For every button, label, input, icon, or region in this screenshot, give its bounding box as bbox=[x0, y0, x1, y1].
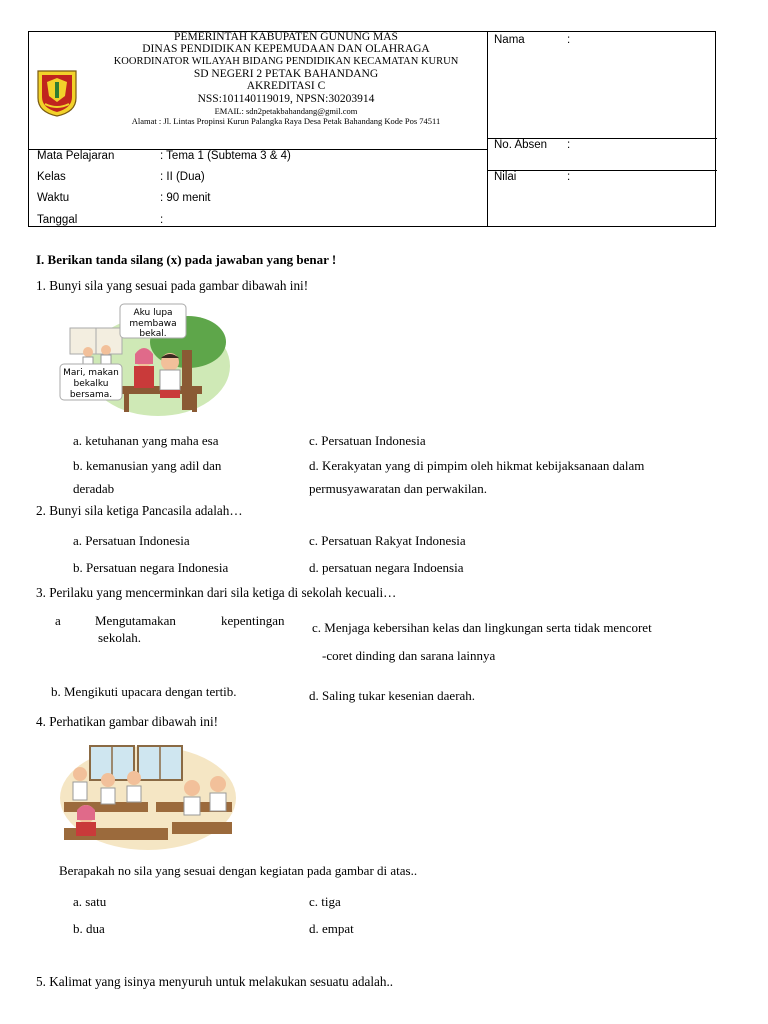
q3-option-c-cont: -coret dinding dan sarana lainnya bbox=[322, 648, 496, 663]
header-line-4: SD NEGERI 2 PETAK BAHANDANG bbox=[193, 68, 379, 80]
meta-value-class: : II (Dua) bbox=[160, 171, 205, 183]
q3-option-a-letter[interactable]: a bbox=[55, 613, 61, 628]
q2-option-d[interactable]: d. persatuan negara Indoensia bbox=[309, 560, 464, 575]
q4-option-b[interactable]: b. dua bbox=[73, 921, 105, 936]
bubble-1-line-3: bekal. bbox=[139, 329, 167, 339]
q1-option-d-cont: permusyawaratan dan perwakilan. bbox=[309, 481, 487, 496]
q2-option-a[interactable]: a. Persatuan Indonesia bbox=[73, 533, 190, 548]
header-line-6: NSS:101140119019, NPSN:30203914 bbox=[197, 93, 375, 105]
header-table bbox=[28, 31, 716, 227]
meta-label-class: Kelas bbox=[37, 171, 66, 183]
q1-option-b-cont: deradab bbox=[73, 481, 115, 496]
question-1: 1. Bunyi sila yang sesuai pada gambar dibawah ini! bbox=[36, 278, 309, 293]
q1-option-c[interactable]: c. Persatuan Indonesia bbox=[309, 433, 426, 448]
question-1-illustration bbox=[58, 302, 232, 420]
q4-option-c[interactable]: c. tiga bbox=[309, 894, 341, 909]
question-4-illustration bbox=[60, 742, 236, 850]
q1-option-b[interactable]: b. kemanusian yang adil dan bbox=[73, 458, 222, 473]
q2-option-b[interactable]: b. Persatuan negara Indonesia bbox=[73, 560, 229, 575]
school-logo-icon bbox=[35, 68, 79, 118]
section-title: I. Berikan tanda silang (x) pada jawaban yang benar ! bbox=[36, 252, 337, 267]
header-line-5: AKREDITASI C bbox=[246, 80, 326, 92]
q4-option-d[interactable]: d. empat bbox=[309, 921, 354, 936]
column-divider bbox=[487, 32, 488, 226]
absen-label: No. Absen bbox=[494, 139, 548, 151]
q3-option-b[interactable]: b. Mengikuti upacara dengan tertib. bbox=[51, 684, 237, 699]
score-label: Nilai bbox=[494, 171, 517, 183]
q4-option-a[interactable]: a. satu bbox=[73, 894, 107, 909]
absen-field[interactable]: : bbox=[567, 139, 571, 151]
q3-option-a-word: kepentingan bbox=[221, 613, 285, 628]
question-4: 4. Perhatikan gambar dibawah ini! bbox=[36, 714, 219, 729]
bubble-1-line-2: membawa bbox=[129, 319, 177, 329]
q3-option-a-cont: sekolah. bbox=[98, 630, 141, 645]
q3-option-a[interactable]: Mengutamakan bbox=[95, 613, 176, 628]
meta-value-date: : bbox=[160, 214, 164, 226]
header-line-3: KOORDINATOR WILAYAH BIDANG PENDIDIKAN KECAMATAN KURUN bbox=[113, 56, 459, 67]
q1-option-a[interactable]: a. ketuhanan yang maha esa bbox=[73, 433, 219, 448]
question-5: 5. Kalimat yang isinya menyuruh untuk melakukan sesuatu adalah.. bbox=[36, 974, 394, 989]
q3-option-c[interactable]: c. Menjaga kebersihan kelas dan lingkungan serta tidak mencoret bbox=[312, 620, 652, 635]
header-address: Alamat : Jl. Lintas Propinsi Kurun Palangka Raya Desa Petak Bahandang Kode Pos 74511 bbox=[131, 116, 441, 126]
header-line-1: PEMERINTAH KABUPATEN GUNUNG MAS bbox=[174, 31, 398, 43]
bubble-2-line-2: bekalku bbox=[73, 379, 109, 389]
question-4-prompt: Berapakah no sila yang sesuai dengan kegiatan pada gambar di atas.. bbox=[59, 863, 418, 878]
bubble-1-line-1: Aku lupa bbox=[133, 308, 173, 318]
bubble-2-line-3: bersama. bbox=[69, 390, 113, 400]
name-label: Nama bbox=[494, 34, 525, 46]
bubble-2-line-1: Mari, makan bbox=[63, 368, 119, 378]
meta-label-time: Waktu bbox=[37, 192, 70, 204]
q2-option-c[interactable]: c. Persatuan Rakyat Indonesia bbox=[309, 533, 466, 548]
q3-option-d[interactable]: d. Saling tukar kesenian daerah. bbox=[309, 688, 476, 703]
header-line-2: DINAS PENDIDIKAN KEPEMUDAAN DAN OLAHRAGA bbox=[142, 43, 430, 55]
name-field[interactable]: : bbox=[567, 34, 571, 46]
score-field[interactable]: : bbox=[567, 171, 571, 183]
meta-label-subject: Mata Pelajaran bbox=[37, 150, 115, 162]
header-email: EMAIL: sdn2petakbahandang@gmil.com bbox=[214, 106, 358, 116]
meta-value-subject: : Tema 1 (Subtema 3 & 4) bbox=[160, 150, 291, 162]
question-3: 3. Perilaku yang mencerminkan dari sila ketiga di sekolah kecuali… bbox=[36, 585, 397, 600]
meta-value-time: : 90 menit bbox=[160, 192, 211, 204]
q1-option-d[interactable]: d. Kerakyatan yang di pimpim oleh hikmat kebijaksanaan dalam bbox=[309, 458, 645, 473]
question-2: 2. Bunyi sila ketiga Pancasila adalah… bbox=[36, 503, 243, 518]
meta-label-date: Tanggal bbox=[37, 214, 78, 226]
row-divider bbox=[487, 170, 717, 171]
